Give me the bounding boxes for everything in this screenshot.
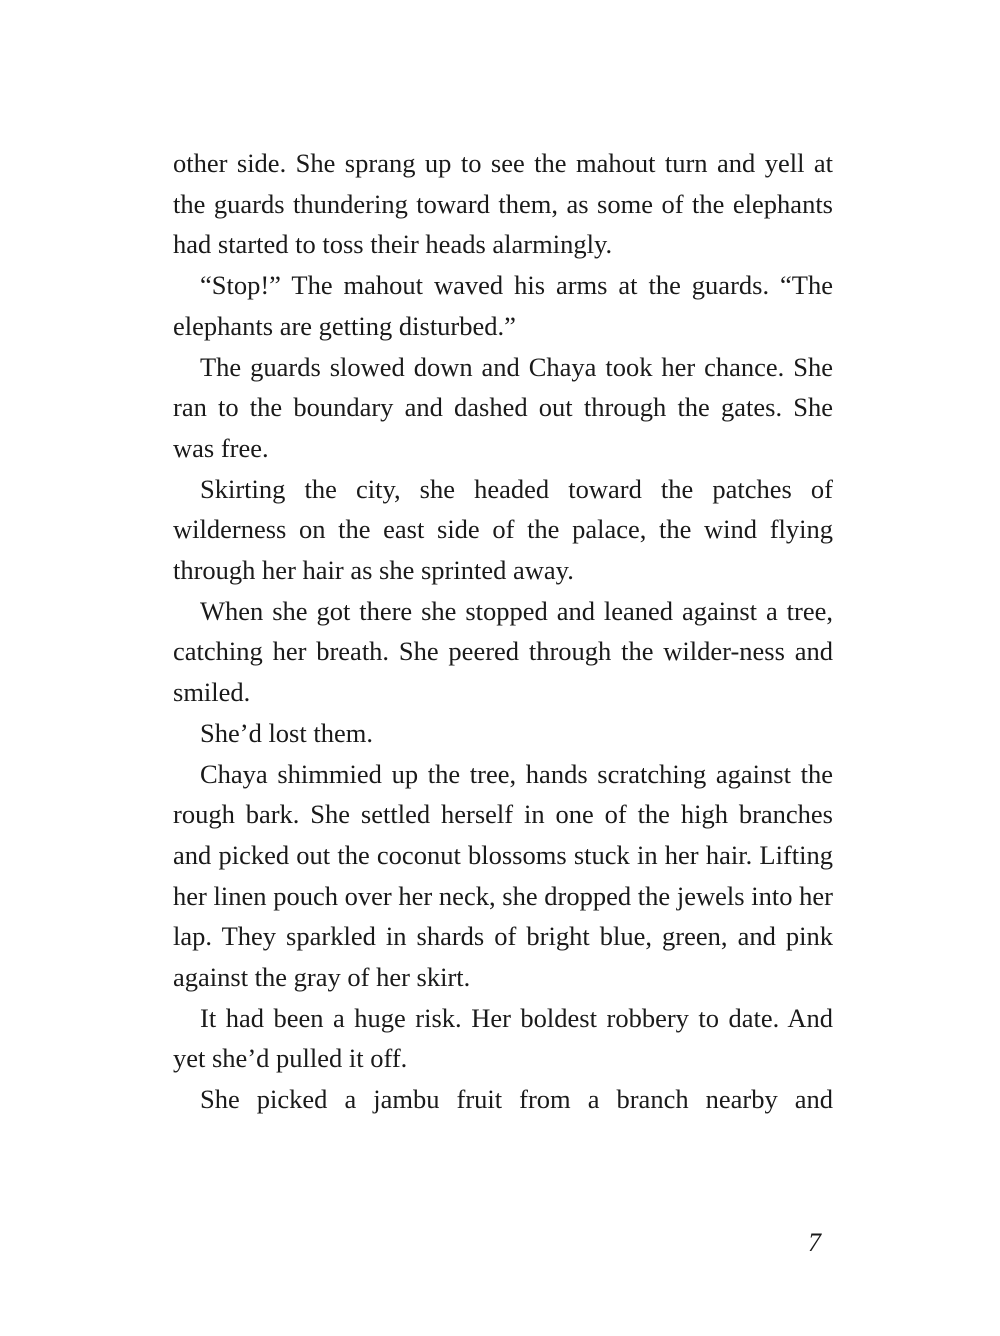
page-number: 7 <box>808 1228 821 1257</box>
paragraph-7: Chaya shimmied up the tree, hands scratching against the rough bark. She settled herself in one of the high branches and picked out the coconut blossoms stuck in her hair. Lifting her linen pouch over her neck, she dropped the jewels into her lap. They sparkled in shards of bright blue, green, and pink against the gray of her skirt. <box>173 758 833 993</box>
paragraph-3: The guards slowed down and Chaya took her chance. She ran to the boundary and dashed out through the gates. She was free. <box>173 351 833 463</box>
paragraph-4: Skirting the city, she headed toward the patches of wilderness on the east side of the palace, the wind flying through her hair as she sprinted away. <box>173 473 833 586</box>
paragraph-6: She’d lost them. <box>200 717 373 748</box>
paragraph-8: It had been a huge risk. Her boldest robbery to date. And yet she’d pulled it off. <box>173 1002 833 1074</box>
paragraph-1: other side. She sprang up to see the mahout turn and yell at the guards thundering toward them, as some of the elephants had started to toss their heads alarmingly. <box>173 148 833 260</box>
paragraph-5: When she got there she stopped and leaned against a tree, catching her breath. She peered through the wilder-ness and smiled. <box>173 595 833 708</box>
paragraph-2: “Stop!” The mahout waved his arms at the guards. “The elephants are getting disturbed.” <box>173 270 833 341</box>
paragraph-9: She picked a jambu fruit from a branch nearby and <box>200 1084 833 1115</box>
body-text <box>173 143 833 1120</box>
